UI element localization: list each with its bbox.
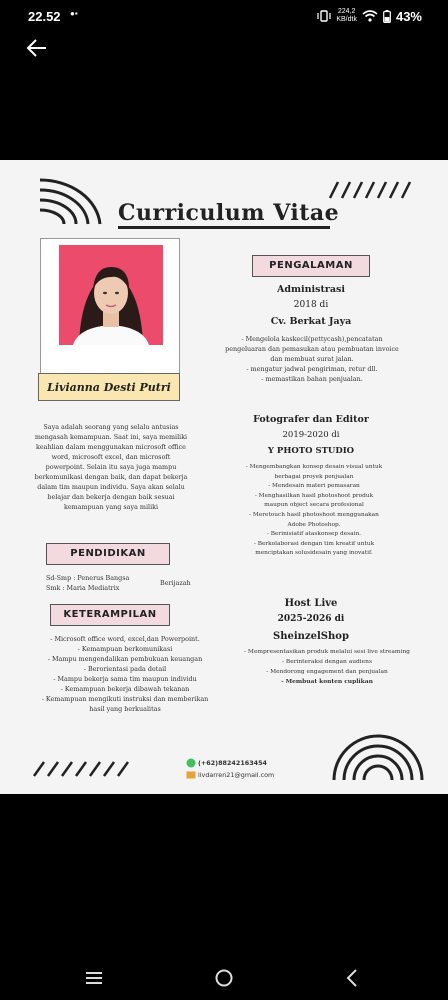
- status-time: 22.52: [28, 9, 61, 24]
- back-arrow-icon[interactable]: [25, 36, 49, 60]
- status-indicators: [317, 8, 422, 24]
- profile-line: powerpoint. Selain itu saya juga mampu: [45, 463, 177, 471]
- wifi-icon: [362, 10, 378, 22]
- skill-item: - Kemampuan mengikuti instruksi dan memberikan: [41, 695, 209, 703]
- job1-tasks: [202, 334, 422, 384]
- job-task: - Menghasilkan hasil photoshoot produk: [254, 492, 374, 499]
- profile-line: Saya adalah seorang yang selalu antusias: [43, 423, 179, 431]
- whatsapp-icon: [186, 758, 196, 768]
- status-bar: [0, 0, 448, 32]
- decorative-arcs-top-left: [34, 174, 106, 230]
- job-task: - Mengembangkan konsep desain visual untuk: [245, 464, 383, 470]
- profile-line: word, microsoft excel, dan microsoft: [51, 453, 171, 461]
- notification-dot-icon: ●▪: [70, 9, 78, 18]
- job-task: dan membuat surat jalan.: [270, 355, 354, 363]
- profile-summary: [18, 422, 204, 512]
- education-status: Berijazah: [160, 579, 191, 587]
- title-underline: [118, 226, 330, 229]
- job2-tasks: [216, 463, 412, 559]
- job2-company: Y PHOTO STUDIO: [267, 446, 355, 456]
- job3-year: 2025-2026 di: [277, 614, 345, 624]
- skill-item: - Kemampuan berkomunikasi: [77, 645, 173, 653]
- profile-line: keahlian dalam menggunakan microsoft office: [36, 443, 186, 451]
- decorative-slashes-top-right: [326, 178, 416, 200]
- job-task: - Mendorong engagement dan penjualan: [266, 669, 388, 675]
- skills-list: [22, 634, 228, 714]
- decorative-slashes-bottom-left: [30, 758, 136, 778]
- contact-phone: (+62)88242163454: [198, 759, 268, 767]
- job-task: - Berkolaborasi dengan tim kreatif untuk: [253, 540, 375, 547]
- job3-company: SheinzelShop: [273, 631, 349, 642]
- job-task: - Mengelola kaskecil(pettycash),pencatatan: [241, 335, 383, 343]
- job1-year: 2018 di: [293, 300, 329, 310]
- job-task: Adobe Photoshop.: [287, 521, 341, 528]
- skill-item: - Kemampuan bekerja dibawah tekanan: [60, 685, 190, 693]
- education-item: Smk : Maria Mediatrix: [46, 584, 120, 592]
- profile-line: belajar dan bekerja dengan baik sesuai: [47, 493, 175, 501]
- speed-unit: KB/dtk: [336, 16, 357, 23]
- job-task: maupun object secara profesional: [264, 502, 364, 509]
- job-task: - mengatur jadwal pengiriman, retur dll.: [246, 365, 378, 373]
- skill-item: - Berorientasi pada detail: [83, 665, 167, 673]
- profile-line: mengasah kemampuan. Saat ini, saya memiliki: [34, 433, 188, 441]
- job-task: - memastikan bahan penjualan.: [261, 375, 363, 383]
- education-list: [46, 573, 166, 593]
- menu-nav-icon[interactable]: [84, 970, 104, 986]
- skill-item: - Microsoft office word, excel,dan Powerpoint.: [50, 635, 200, 643]
- education-item: Sd-Smp : Penerus Bangsa: [46, 574, 130, 582]
- skill-item: - Mampu bekerja sama tim maupun individu: [53, 675, 197, 683]
- name-banner: Livianna Desti Putri: [38, 373, 180, 401]
- skill-item: - Mampu mengendalikan pembukuan keuangan: [47, 655, 203, 663]
- job-task: - Berinisiatif ataskonsep desain.: [266, 531, 362, 538]
- back-nav-icon[interactable]: [344, 968, 360, 988]
- job-task: - Meretouch hasil photoshoot menggunakan: [249, 511, 379, 518]
- speed-value: 224,2: [337, 8, 356, 15]
- job3-tasks: [224, 647, 430, 687]
- cv-title: Curriculum Vitae: [118, 200, 340, 226]
- battery-icon: [383, 10, 391, 23]
- cv-document[interactable]: [0, 160, 448, 794]
- section-header-keterampilan: KETERAMPILAN: [50, 604, 170, 626]
- contact-email: livdarren21@gmail.com: [198, 771, 275, 779]
- job-task: menciptakan solusidesain yang inovatif.: [255, 550, 373, 557]
- job-task: - Berinteraksi dengan audiens: [282, 659, 372, 665]
- job-task: berbagai proyek penjualan: [274, 473, 354, 480]
- network-speed: [336, 8, 357, 24]
- decorative-arcs-bottom-right: [330, 726, 426, 782]
- profile-photo-frame: [40, 238, 180, 386]
- profile-photo: [59, 245, 163, 345]
- job-task: pengeluaran dan pemasukan atau pembuatan invoice: [225, 345, 399, 353]
- email-icon: [186, 770, 196, 780]
- vibrate-icon: [317, 10, 331, 22]
- section-header-pengalaman: PENGALAMAN: [252, 255, 370, 277]
- job2-role: Fotografer dan Editor: [253, 414, 369, 425]
- profile-line: berkomunikasi dengan baik, dan dapat bekerja: [34, 473, 188, 481]
- profile-line: dalam tim maupun individu. Saya akan selalu: [37, 483, 185, 491]
- section-header-pendidikan: PENDIDIKAN: [46, 543, 170, 565]
- job1-role: Administrasi: [276, 284, 346, 295]
- job-task: - Mendesain materi pemasaran: [268, 483, 360, 490]
- home-nav-icon[interactable]: [214, 968, 234, 988]
- app-bar: [0, 32, 448, 66]
- job-task: - Membuat konten cuplikan: [281, 678, 373, 685]
- skill-item: hasil yang berkualitas: [89, 705, 161, 713]
- job-task: - Mempresentasikan produk melalui sesi live streaming: [244, 649, 410, 655]
- job1-company: Cv. Berkat Jaya: [270, 316, 352, 327]
- job3-role: Host Live: [284, 598, 338, 609]
- job2-year: 2019-2020 di: [282, 430, 340, 440]
- profile-line: kemampuan yang saya miliki: [63, 503, 159, 511]
- battery-percent: 43%: [395, 8, 422, 24]
